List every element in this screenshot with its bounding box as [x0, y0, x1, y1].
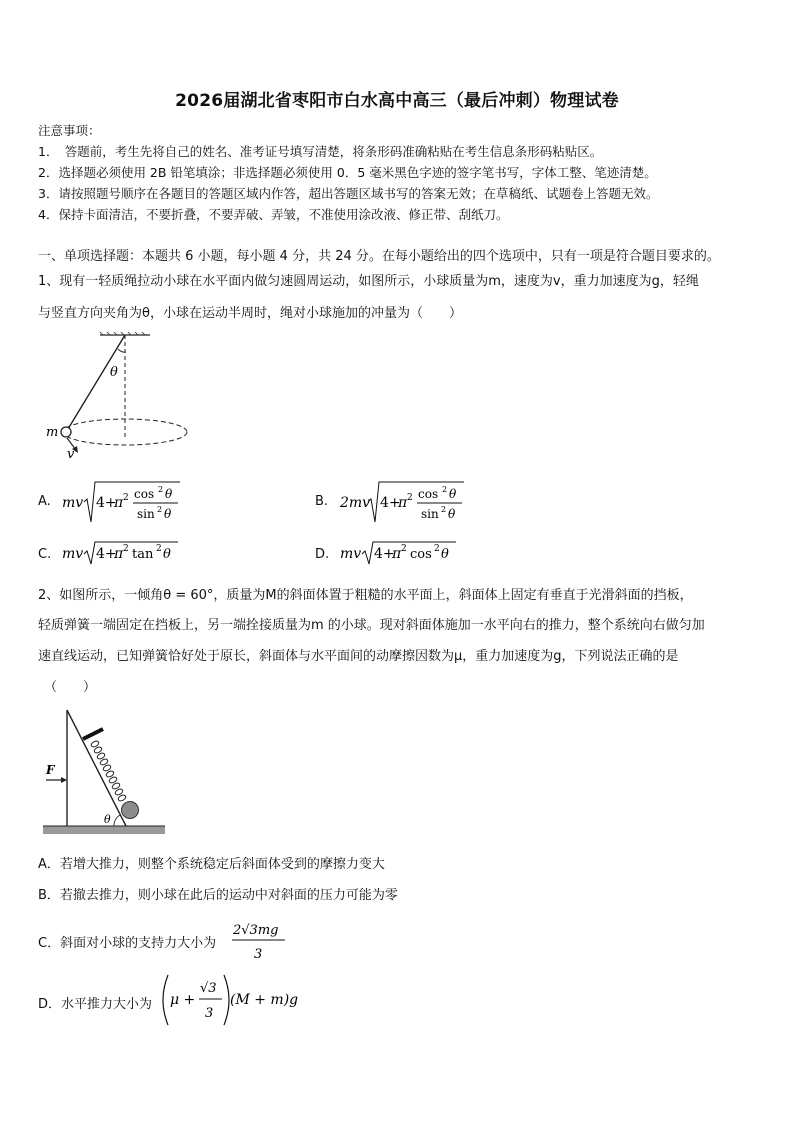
theta-symbol: θ — [449, 487, 457, 501]
q2-stem-line2: 轻质弹簧一端固定在挡板上，另一端拴接质量为m 的小球。现对斜面体施加一水平向右的推力，整个系统向右做匀加 — [38, 618, 705, 633]
q2-option-d-text: D．水平推力大小为 — [38, 997, 153, 1012]
square-exp: 2 — [156, 544, 162, 554]
square-exp: 2 — [123, 544, 129, 554]
notice-item-2: 2．选择题必须使用 2B 铅笔填涂；非选择题必须使用 0．5 毫米黑色字迹的签字笔书写，字体工整、笔迹清楚。 — [38, 165, 657, 180]
q1-option-b-label: B. — [315, 494, 329, 509]
notice-heading: 注意事项： — [38, 123, 101, 138]
page-title: 2026届湖北省枣阳市白水高中高三（最后冲刺）物理试卷 — [175, 91, 619, 111]
q2-stem-line3: 速直线运动，已知弹簧恰好处于原长，斜面体与水平面间的动摩擦因数为μ，重力加速度为g，下列说法正确的是 — [38, 649, 679, 664]
option-d-tail: (M + m)g — [230, 992, 298, 1008]
q1-option-a-formula — [62, 478, 192, 528]
option-d-denominator: 3 — [205, 1006, 214, 1021]
pi-symbol: π — [392, 546, 402, 562]
notice-item-4: 4．保持卡面清洁，不要折叠，不要弄破、弄皱，不准使用涂改液、修正带、刮纸刀。 — [38, 207, 509, 222]
mass-label: m — [46, 425, 59, 440]
notice-item-1: 1． 答题前，考生先将自己的姓名、准考证号填写清楚，将条形码准确粘贴在考生信息条形码粘贴区。 — [38, 144, 603, 159]
q1-conical-pendulum-figure — [40, 332, 200, 462]
square-exp: 2 — [401, 544, 407, 554]
theta-symbol: θ — [164, 507, 172, 521]
sin-fn: sin — [137, 507, 155, 521]
q1-option-c-formula — [62, 538, 187, 568]
square-exp: 2 — [158, 485, 164, 494]
tan-fn: tan — [132, 547, 154, 562]
q2-option-a: A．若增大推力，则整个系统稳定后斜面体受到的摩擦力变大 — [38, 857, 385, 872]
theta-symbol: θ — [441, 547, 449, 562]
option-c-numerator: 2√3mg — [233, 923, 279, 938]
notice-item-3: 3．请按照题号顺序在各题目的答题区域内作答，超出答题区域书写的答案无效；在草稿纸、试题卷上答题无效。 — [38, 186, 659, 201]
option-d-coef: mv — [340, 546, 362, 562]
mu-plus: μ + — [170, 992, 196, 1008]
pi-symbol: π — [398, 495, 408, 511]
pi-symbol: π — [114, 546, 124, 562]
theta-symbol: θ — [448, 507, 456, 521]
q2-option-d-formula — [158, 972, 298, 1028]
theta-label: θ — [104, 813, 111, 826]
q2-option-b: B．若撤去推力，则小球在此后的运动中对斜面的压力可能为零 — [38, 888, 398, 903]
four-plus: 4+ — [96, 495, 117, 511]
four-plus: 4+ — [374, 546, 395, 562]
q1-option-a-label: A. — [38, 494, 51, 509]
four-plus: 4+ — [380, 495, 401, 511]
sin-fn: sin — [421, 507, 439, 521]
q2-stem-line1: 2、如图所示，一倾角θ = 60°，质量为M的斜面体置于粗糙的水平面上，斜面体上固定有垂直于光滑斜面的挡板， — [38, 588, 693, 603]
velocity-label: v — [67, 447, 75, 462]
cos-fn: cos — [134, 487, 155, 501]
q2-option-c-fraction — [230, 918, 290, 964]
q2-incline-spring-figure — [40, 704, 170, 842]
q2-stem-line4: （ ） — [44, 680, 97, 695]
square-exp: 2 — [123, 493, 129, 503]
q1-stem-line1: 1、现有一轻质绳拉动小球在水平面内做匀速圆周运动，如图所示，小球质量为m，速度为v，重力加速度为g，轻绳 — [38, 274, 699, 289]
q1-option-c-label: C. — [38, 547, 52, 562]
pi-symbol: π — [114, 495, 124, 511]
square-exp: 2 — [407, 493, 413, 503]
force-label: F — [46, 763, 55, 777]
option-c-coef: mv — [62, 546, 84, 562]
theta-symbol: θ — [163, 547, 171, 562]
q1-option-d-label: D. — [315, 547, 330, 562]
option-d-numerator: √3 — [200, 981, 217, 996]
option-a-coef: mv — [62, 495, 84, 511]
square-exp: 2 — [441, 505, 447, 514]
section-heading: 一、单项选择题：本题共 6 小题，每小题 4 分，共 24 分。在每小题给出的四个选项中，只有一项是符合题目要求的。 — [38, 249, 720, 264]
square-exp: 2 — [157, 505, 163, 514]
cos-fn: cos — [410, 547, 432, 562]
option-b-coef: 2mv — [340, 495, 371, 511]
cos-fn: cos — [418, 487, 439, 501]
option-c-denominator: 3 — [254, 947, 263, 962]
square-exp: 2 — [442, 485, 448, 494]
q1-option-b-formula — [340, 478, 475, 528]
q1-option-d-formula — [340, 538, 465, 568]
square-exp: 2 — [434, 544, 440, 554]
four-plus: 4+ — [96, 546, 117, 562]
q2-option-c-text: C．斜面对小球的支持力大小为 — [38, 936, 217, 951]
theta-symbol: θ — [165, 487, 173, 501]
theta-label: θ — [110, 365, 118, 380]
q1-stem-line2: 与竖直方向夹角为θ，小球在运动半周时，绳对小球施加的冲量为（ ） — [38, 306, 462, 321]
